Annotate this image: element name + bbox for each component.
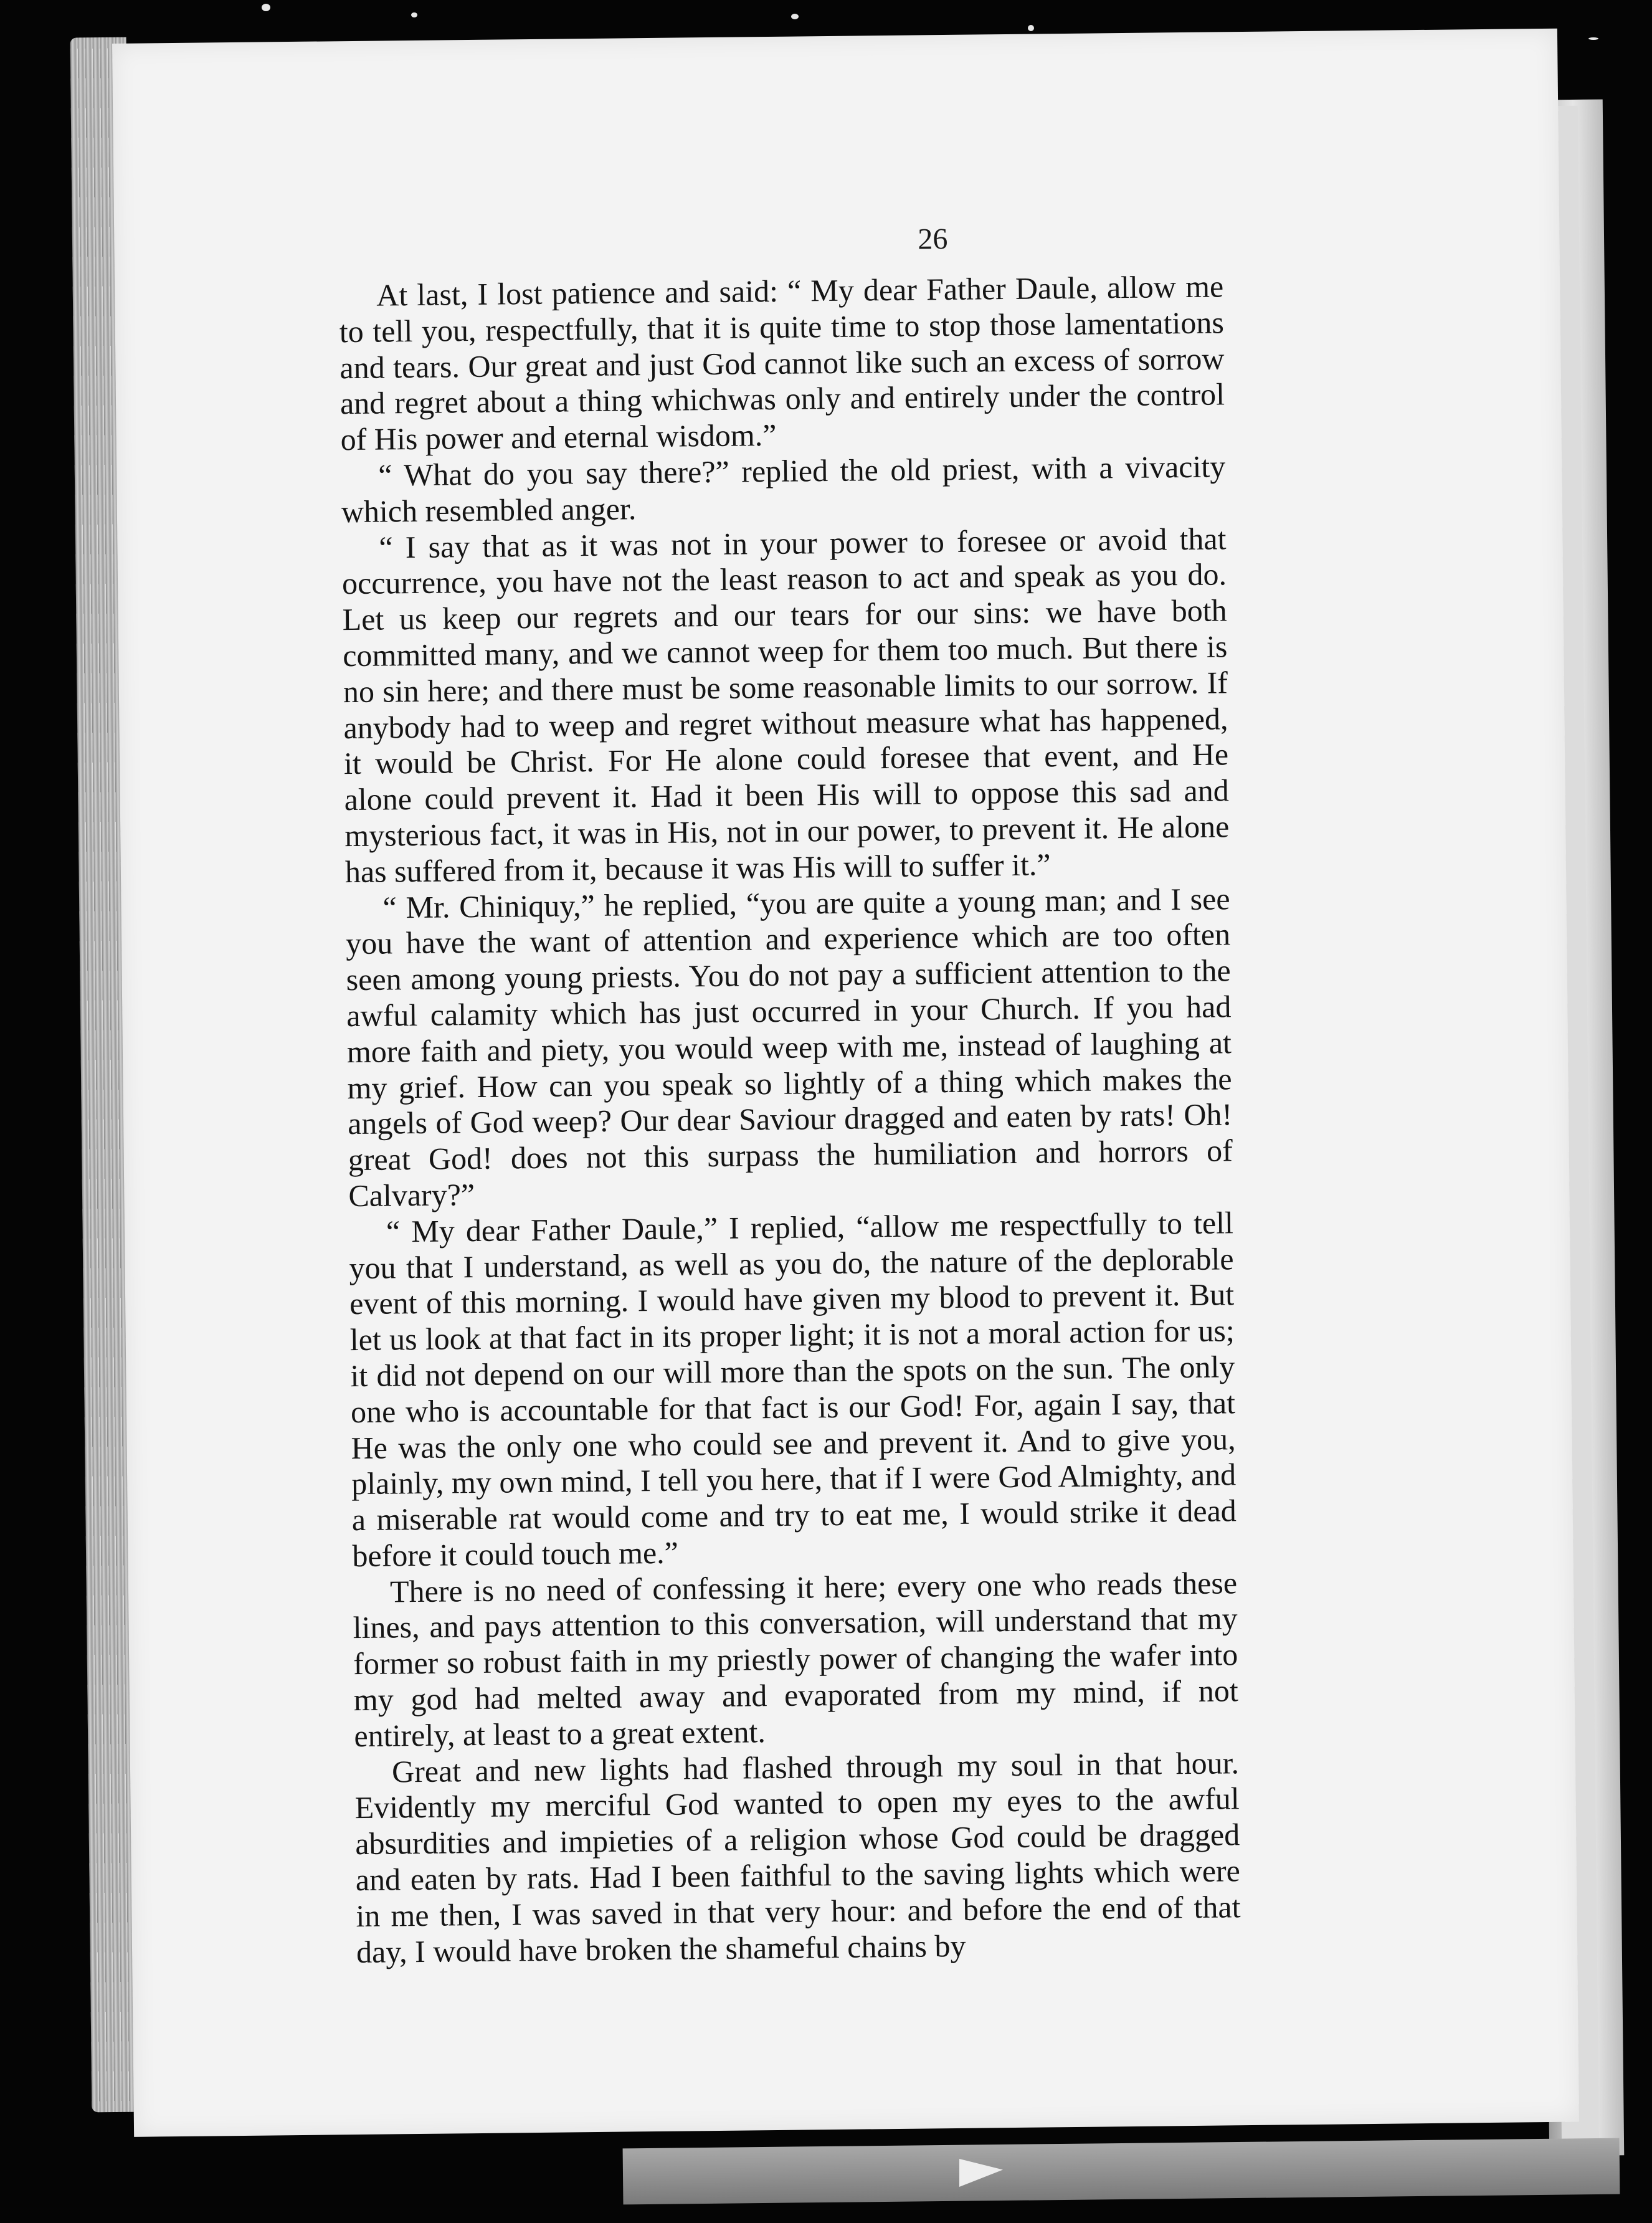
body-text — [339, 269, 1241, 1970]
dust-speck — [791, 14, 799, 19]
dust-speck — [411, 12, 417, 17]
paragraph: Great and new lights had flashed through my soul in that hour. Evidently my merciful God wanted to open my eyes to the awful absurdities and impieties of a religion whose God could be dragged and eaten by rats. Had I been faithful to the saving lights which were in me then, I was saved in that very hour: and before the end of that day, I would have broken the shameful chains by — [354, 1745, 1241, 1969]
paragraph: “ I say that as it was not in your power to foresee or avoid that occurrence, you have not the least reason to act and speak as you do. Let us keep our regrets and our tears for our sins: we have both committed many, and we cannot weep for them too much. But there is no sin here; and there must be some reasonable limits to our sorrow. If anybody had to weep and regret without measure what has happened, it would be Christ. For He alone could foresee that event, and He alone could prevent it. Had it been His will to oppose this sad and mysterious fact, it was in His, not in our power, to prevent it. He alone has suffered from it, because it was His will to suffer it.” — [341, 520, 1230, 889]
paragraph: “ Mr. Chiniquy,” he replied, “you are quite a young man; and I see you have the want of attention and experience which are too often seen among young priests. You do not pay a sufficient attention to the awful calamity which has just occurred in your Church. If you had more faith and piety, you would weep with me, instead of laughing at my grief. How can you speak so lightly of a thing which makes the angels of God weep? Our dear Saviour dragged and eaten by rats! Oh! great God! does not this surpass the humiliation and horrors of Calvary?” — [345, 880, 1233, 1214]
paragraph: There is no need of confessing it here; every one who reads these lines, and pays attention to this conversation, will understand that my former so robust faith in my priestly power of changing the wafer into my god had melted away and evaporated from my mind, if not entirely, at least to a great extent. — [353, 1564, 1239, 1753]
dust-speck — [262, 4, 270, 11]
dust-speck — [1028, 25, 1034, 31]
paragraph: At last, I lost patience and said: “ My dear Father Daule, allow me to tell you, respectfully, that it is quite time to stop those lamentations and tears. Our great and just God cannot like such an excess of sorrow and regret about a thing whichwas only and entirely under the control of His power and eternal wisdom.” — [339, 269, 1225, 457]
page-number: 26 — [918, 222, 948, 256]
book-cover-edge — [623, 2138, 1620, 2205]
book-page — [112, 29, 1579, 2137]
dust-speck — [1588, 37, 1598, 40]
paragraph: “ My dear Father Daule,” I replied, “allow me respectfully to tell you that I understand, as well as you do, the nature of the deplorable event of this morning. I would have given my blood to prevent it. But let us look at that fact in its proper light; it is not a moral action for us; it did not depend on our will more than the spots on the sun. The only one who is accountable for that fact is our God! For, again I say, that He was the only one who could see and prevent it. And to give you, plainly, my own mind, I tell you here, that if I were God Almighty, and a miserable rat would come and try to eat me, I would strike it dead before it could touch me.” — [349, 1204, 1237, 1573]
paragraph: “ What do you say there?” replied the old priest, with a vivacity which resembled anger. — [341, 449, 1226, 529]
